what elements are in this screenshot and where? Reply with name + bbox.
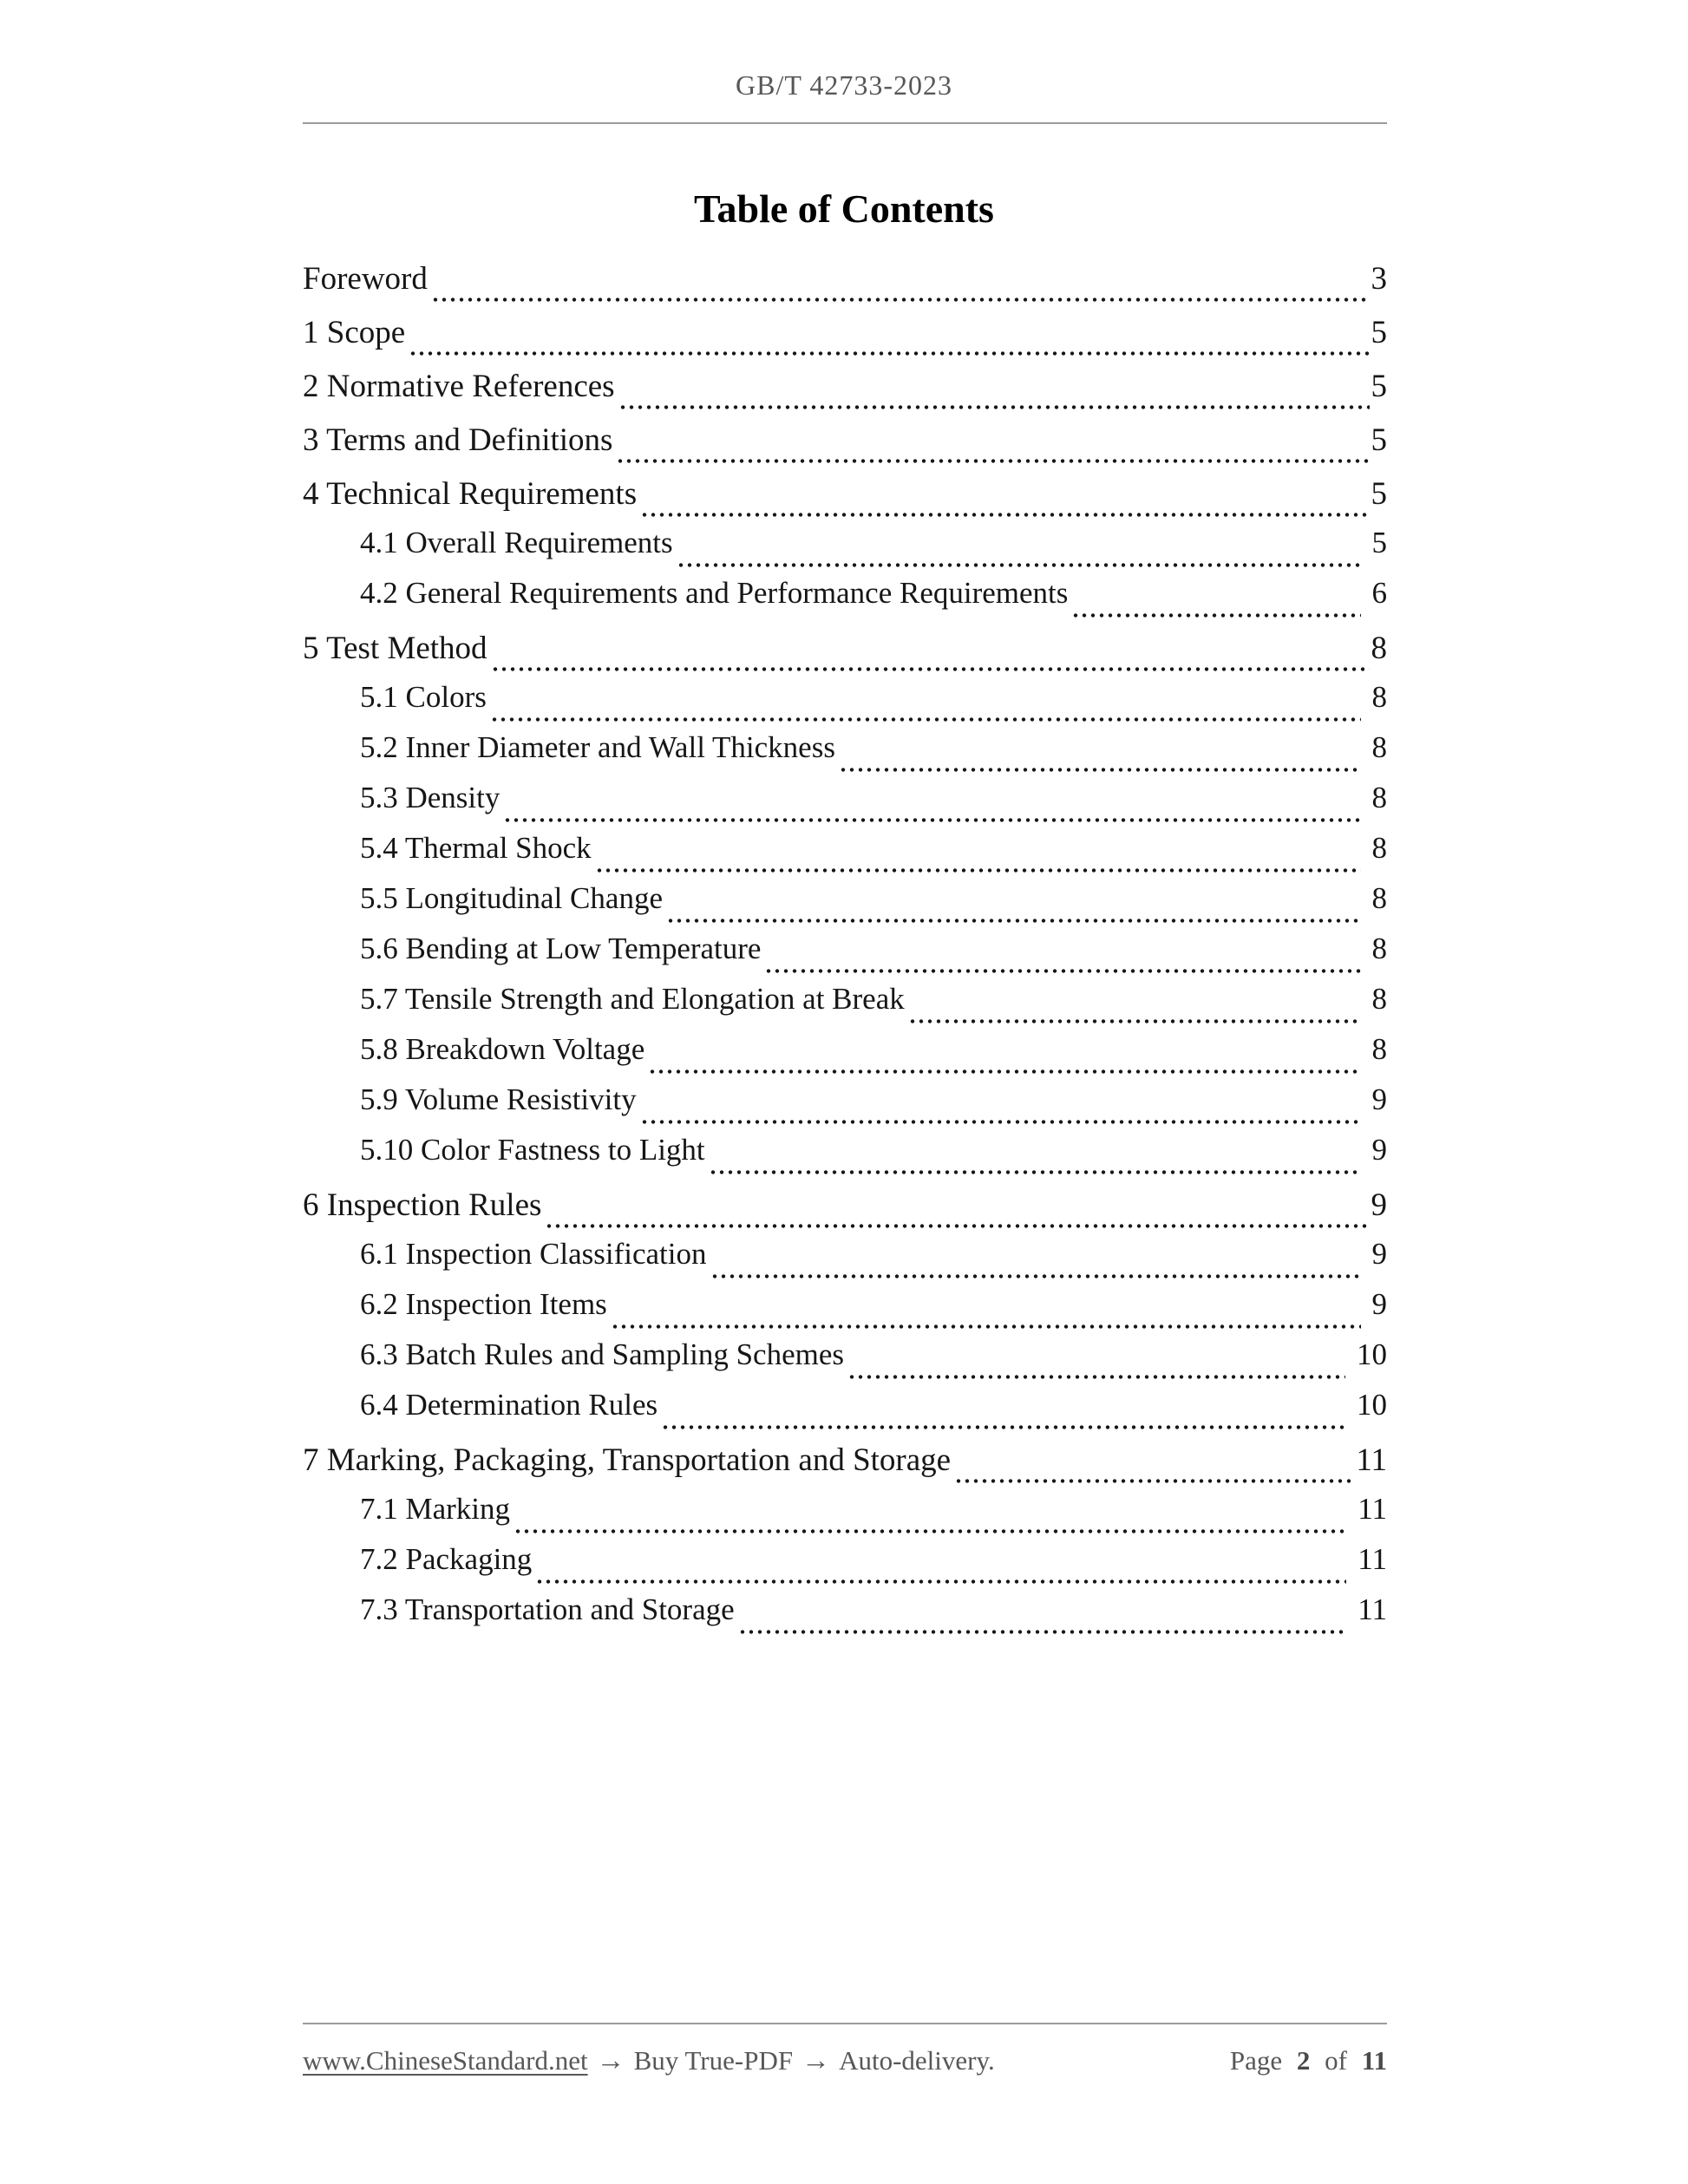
toc-entry-label: 5.6 Bending at Low Temperature — [360, 932, 762, 965]
toc-entry — [303, 1133, 1387, 1183]
dot-leader — [740, 1629, 1347, 1635]
toc-entry — [303, 1187, 1387, 1237]
toc-entry — [303, 1337, 1387, 1388]
toc-entry-page-number: 8 — [1371, 881, 1387, 915]
dot-leader — [612, 1324, 1361, 1330]
dot-leader — [678, 562, 1361, 568]
toc-entry-label: 3 Terms and Definitions — [303, 422, 613, 458]
toc-entry — [303, 1592, 1387, 1643]
toc-entry-label: 4.2 General Requirements and Performance Requirements — [360, 576, 1069, 610]
dot-leader — [433, 297, 1370, 303]
toc-entry — [303, 1287, 1387, 1337]
toc-entry-label: 5.9 Volume Resistivity — [360, 1082, 637, 1116]
toc-entry-label: 7.1 Marking — [360, 1492, 511, 1526]
toc-entry-label: 1 Scope — [303, 315, 406, 350]
toc-entry — [303, 680, 1387, 730]
toc-entry-label: 5.8 Breakdown Voltage — [360, 1032, 645, 1066]
toc-entry-page-number: 9 — [1371, 1133, 1387, 1167]
toc-entry-label: 5.3 Density — [360, 781, 501, 814]
toc-entry — [303, 422, 1387, 472]
dot-leader — [956, 1478, 1354, 1484]
toc-entry — [303, 475, 1387, 526]
dot-leader — [650, 1069, 1360, 1075]
toc-entry — [303, 260, 1387, 311]
toc-entry-page-number: 11 — [1358, 1542, 1387, 1576]
toc-entry-page-number: 5 — [1371, 369, 1387, 404]
toc-entry — [303, 1442, 1387, 1492]
dot-leader — [1073, 612, 1360, 618]
footer-buy-text: Buy True-PDF — [633, 2045, 794, 2076]
dot-leader — [410, 350, 1369, 356]
dot-leader — [642, 1119, 1361, 1125]
dot-leader — [515, 1528, 1346, 1534]
doc-number: GB/T 42733-2023 — [736, 69, 952, 101]
toc-entry — [303, 982, 1387, 1032]
toc-entry-page-number: 5 — [1371, 315, 1387, 350]
arrow-right-icon: → — [801, 2045, 831, 2076]
toc-entry-label: 4 Technical Requirements — [303, 476, 638, 512]
toc-entry — [303, 368, 1387, 418]
toc-entry — [303, 1082, 1387, 1133]
toc-entry-label: 5.4 Thermal Shock — [360, 831, 592, 865]
toc-entry-label: 7.2 Packaging — [360, 1542, 533, 1576]
dot-leader — [766, 968, 1360, 974]
header-divider — [303, 122, 1387, 124]
dot-leader — [710, 1169, 1361, 1175]
toc-entry-page-number: 5 — [1371, 422, 1387, 458]
toc-entry-label: Foreword — [303, 261, 428, 297]
website-link[interactable]: www.ChineseStandard.net — [303, 2045, 588, 2076]
toc-entry-page-number: 8 — [1371, 680, 1387, 714]
toc-entry — [303, 1542, 1387, 1592]
toc-entry-label: 6 Inspection Rules — [303, 1187, 542, 1223]
toc-entry-label: 5.10 Color Fastness to Light — [360, 1133, 705, 1167]
dot-leader — [668, 918, 1361, 924]
toc-entry-page-number: 8 — [1371, 781, 1387, 814]
toc-entry-page-number: 11 — [1358, 1592, 1387, 1626]
toc-entry-label: 7 Marking, Packaging, Transportation and Storage — [303, 1442, 952, 1478]
dot-leader — [537, 1579, 1346, 1585]
footer-delivery-text: Auto-delivery. — [839, 2045, 995, 2076]
toc-entry — [303, 831, 1387, 881]
dot-leader — [663, 1424, 1345, 1430]
toc-entry — [303, 932, 1387, 982]
toc-entry-page-number: 11 — [1356, 1442, 1387, 1478]
dot-leader — [493, 666, 1370, 672]
total-pages: 11 — [1361, 2045, 1387, 2076]
toc-entry — [303, 1032, 1387, 1082]
toc-entry — [303, 1388, 1387, 1438]
dot-leader — [910, 1018, 1361, 1024]
toc-entry-page-number: 3 — [1371, 261, 1387, 297]
toc-entry-label: 6.1 Inspection Classification — [360, 1237, 707, 1271]
arrow-right-icon: → — [596, 2045, 625, 2076]
footer-promo — [303, 2045, 995, 2077]
toc-entry — [303, 630, 1387, 680]
toc-entry-page-number: 9 — [1371, 1082, 1387, 1116]
dot-leader — [642, 512, 1369, 518]
page-footer — [303, 2045, 1387, 2077]
toc-entry-label: 5.2 Inner Diameter and Wall Thickness — [360, 730, 835, 764]
toc-entry-label: 6.2 Inspection Items — [360, 1287, 607, 1321]
toc-entry-page-number: 11 — [1358, 1492, 1387, 1526]
toc-entry-page-number: 8 — [1371, 831, 1387, 865]
toc-entry-page-number: 8 — [1371, 631, 1387, 666]
toc-entry — [303, 881, 1387, 932]
page-word: Page — [1229, 2045, 1283, 2076]
toc-entry — [303, 526, 1387, 576]
page-title: Table of Contents — [694, 186, 994, 231]
toc-entry-page-number: 8 — [1371, 1032, 1387, 1066]
table-of-contents — [303, 260, 1387, 1643]
toc-entry-page-number: 9 — [1371, 1287, 1387, 1321]
toc-entry — [303, 781, 1387, 831]
dot-leader — [849, 1374, 1345, 1380]
toc-entry-page-number: 10 — [1357, 1388, 1387, 1422]
dot-leader — [618, 458, 1369, 464]
toc-entry-label: 2 Normative References — [303, 369, 615, 404]
toc-entry — [303, 576, 1387, 626]
toc-entry-page-number: 9 — [1371, 1187, 1387, 1223]
toc-entry — [303, 1492, 1387, 1542]
toc-entry-page-number: 8 — [1371, 982, 1387, 1016]
toc-entry-label: 6.3 Batch Rules and Sampling Schemes — [360, 1337, 844, 1371]
page-indicator — [1222, 2045, 1387, 2076]
toc-entry-page-number: 5 — [1371, 526, 1387, 559]
toc-entry-label: 5.7 Tensile Strength and Elongation at Break — [360, 982, 905, 1016]
toc-entry — [303, 314, 1387, 364]
toc-entry-page-number: 10 — [1357, 1337, 1387, 1371]
current-page-number: 2 — [1296, 2045, 1311, 2076]
toc-entry-page-number: 6 — [1371, 576, 1387, 610]
dot-leader — [546, 1223, 1369, 1229]
dot-leader — [492, 716, 1361, 723]
toc-entry-page-number: 8 — [1371, 730, 1387, 764]
toc-entry — [303, 1237, 1387, 1287]
dot-leader — [841, 767, 1361, 773]
toc-entry-page-number: 5 — [1371, 476, 1387, 512]
dot-leader — [712, 1273, 1361, 1279]
toc-entry-page-number: 9 — [1371, 1237, 1387, 1271]
of-word: of — [1325, 2045, 1347, 2076]
toc-entry-label: 5.5 Longitudinal Change — [360, 881, 663, 915]
toc-entry-label: 5.1 Colors — [360, 680, 487, 714]
toc-entry-label: 6.4 Determination Rules — [360, 1388, 658, 1422]
dot-leader — [620, 404, 1370, 410]
toc-entry-page-number: 8 — [1371, 932, 1387, 965]
toc-entry — [303, 730, 1387, 781]
toc-entry-label: 4.1 Overall Requirements — [360, 526, 673, 559]
footer-divider — [303, 2023, 1387, 2024]
toc-entry-label: 5 Test Method — [303, 631, 487, 666]
dot-leader — [505, 817, 1360, 823]
dot-leader — [597, 867, 1361, 873]
toc-entry-label: 7.3 Transportation and Storage — [360, 1592, 735, 1626]
